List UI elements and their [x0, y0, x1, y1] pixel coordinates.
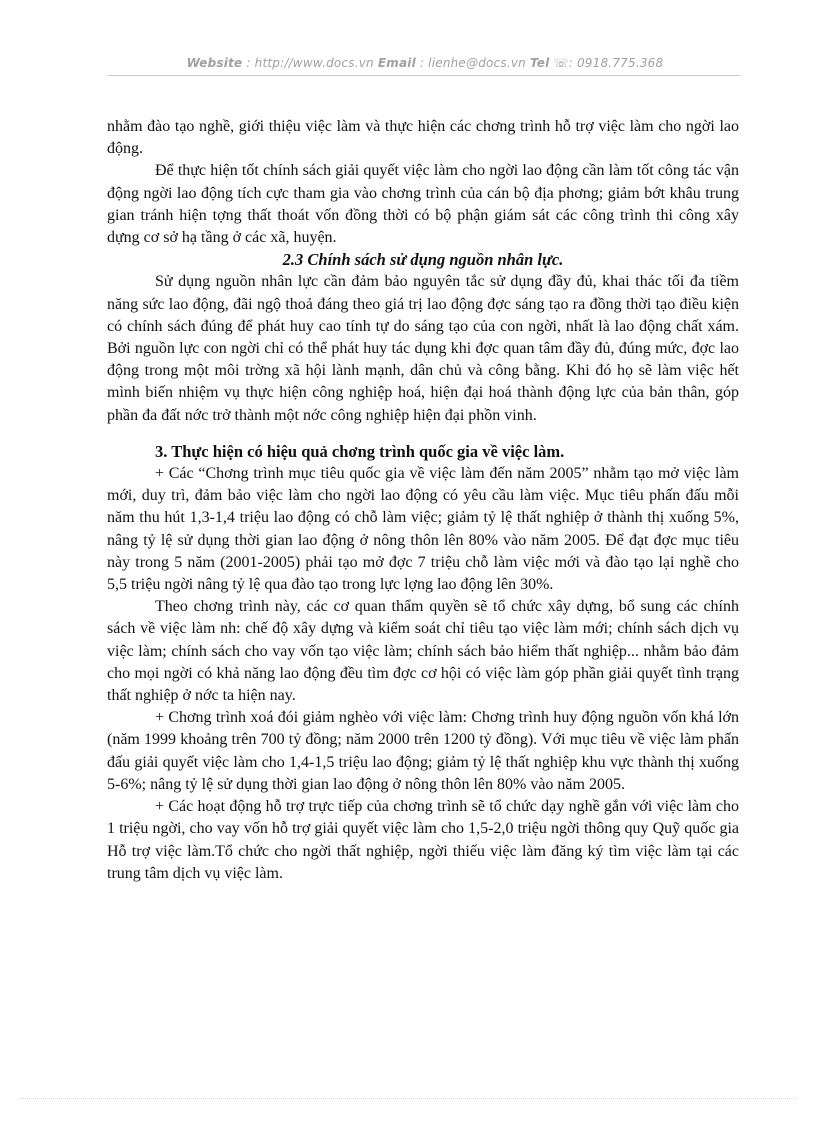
website-label: Website: [186, 56, 243, 70]
section-title: 3. Thực hiện có hiệu quả chơng trình quốc gia về việc làm.: [155, 441, 565, 461]
page-header: [110, 56, 740, 70]
paragraph-2: Để thực hiện tốt chính sách giải quyết việc làm cho ngời lao động cần làm tốt công tác vận động ngời lao động tích cực tham gia vào chơng trình của cán bộ địa phơng; giảm bớt khâu trung gian tránh hiện tợng thất thoát vốn đồng thời có bộ phận giám sát các công trình thi công xây dựng cơ sở hạ tầng ở các xã, huyện.: [107, 162, 739, 247]
paragraph-6: + Chơng trình xoá đói giảm nghèo với việc làm: Chơng trình huy động nguồn vốn khá lớn (năm 1999 khoảng trên 700 tỷ đồng; năm 2000 trên 1200 tỷ đồng). Với mục tiêu về việc làm phấn đấu giải quyết việc làm cho 1,4-1,5 triệu lao động; giảm tỷ lệ thất nghiệp khu vực thành thị xuống 5-6%; nâng tỷ lệ sử dụng thời gian lao động ở nông thôn lên 80% vào năm 2005.: [107, 709, 739, 793]
email-label: Email: [377, 56, 416, 70]
paragraph-5: Theo chơng trình này, các cơ quan thẩm quyền sẽ tổ chức xây dựng, bổ sung các chính sách về việc làm nh: chế độ xây dựng và kiểm soát chỉ tiêu tạo việc làm mới; chính sách dịch vụ việc làm; chính sách cho vay vốn tạo việc làm; chính sách bảo hiểm thất nghiệp... nhằm bảo đảm cho mọi ngời có khả năng lao động đều tìm đợc cơ hội có việc làm góp phần giải quyết tình trạng thất nghiệp ở nớc ta hiện nay.: [107, 598, 739, 705]
paragraph-3: Sử dụng nguồn nhân lực cần đảm bảo nguyên tắc sử dụng đầy đủ, khai thác tối đa tiềm năng sức lao động, đãi ngộ thoả đáng theo giá trị lao động đợc sáng tạo ra đồng thời tạo điều kiện có chính sách đúng để phát huy cao tính tự do sáng tạo của con ngời, nhất là lao động chất xám. Bởi nguồn lực con ngời chỉ có thể phát huy tác dụng khi đợc quan tâm đầy đủ, đúng mức, đợc lao động trong một môi trờng xã hội lành mạnh, dân chủ và công bằng. Khi đó họ sẽ làm việc hết mình biến nhiệm vụ thực hiện công nghiệp hoá, hiện đại hoá thành động lực của bản thân, góp phần đa đất nớc trở thành một nớc công nghiệp hiện đại phồn vinh.: [107, 273, 739, 424]
phone-icon: ☏: [553, 56, 569, 70]
website-value[interactable]: : http://www.docs.vn: [246, 56, 374, 70]
paragraph-1: nhằm đào tạo nghề, giới thiệu việc làm và thực hiện các chơng trình hỗ trợ việc làm cho ngời lao động.: [107, 118, 739, 158]
tel-value: : 0918.775.368: [568, 56, 664, 70]
email-value[interactable]: : lienhe@docs.vn: [419, 56, 526, 70]
subsection-title: 2.3 Chính sách sử dụng nguồn nhân lực.: [282, 250, 564, 270]
header-divider: [108, 75, 740, 76]
document-body: [107, 116, 739, 885]
footer-divider: [20, 1098, 796, 1099]
tel-label: Tel: [529, 56, 550, 70]
paragraph-7: + Các hoạt động hỗ trợ trực tiếp của chơng trình sẽ tổ chức dạy nghề gắn với việc làm cho 1 triệu ngời, cho vay vốn hỗ trợ giải quyết việc làm cho 1,5-2,0 triệu ngời thông quy Quỹ quốc gia Hỗ trợ việc làm.Tổ chức cho ngời thất nghiệp, ngời thiếu việc làm đăng ký tìm việc làm tại các trung tâm dịch vụ việc làm.: [107, 798, 739, 882]
paragraph-4: + Các “Chơng trình mục tiêu quốc gia về việc làm đến năm 2005” nhằm tạo mở việc làm mới, duy trì, đảm bảo việc làm cho ngời lao động có yêu cầu làm việc. Mục tiêu phấn đấu mỗi năm thu hút 1,3-1,4 triệu lao động có chỗ làm việc; giảm tỷ lệ thất nghiệp ở thành thị xuống 5%, nâng tỷ lệ sử dụng thời gian lao động ở nông thôn lên 80% vào năm 2005. Để đạt đợc mục tiêu này trong 5 năm (2001-2005) phải tạo mở đợc 7 triệu chỗ làm việc mới và đào tạo lại nghề cho 5,5 triệu ngời nâng tỷ lệ qua đào tạo trong lực lợng lao động lên 30%.: [107, 465, 739, 594]
